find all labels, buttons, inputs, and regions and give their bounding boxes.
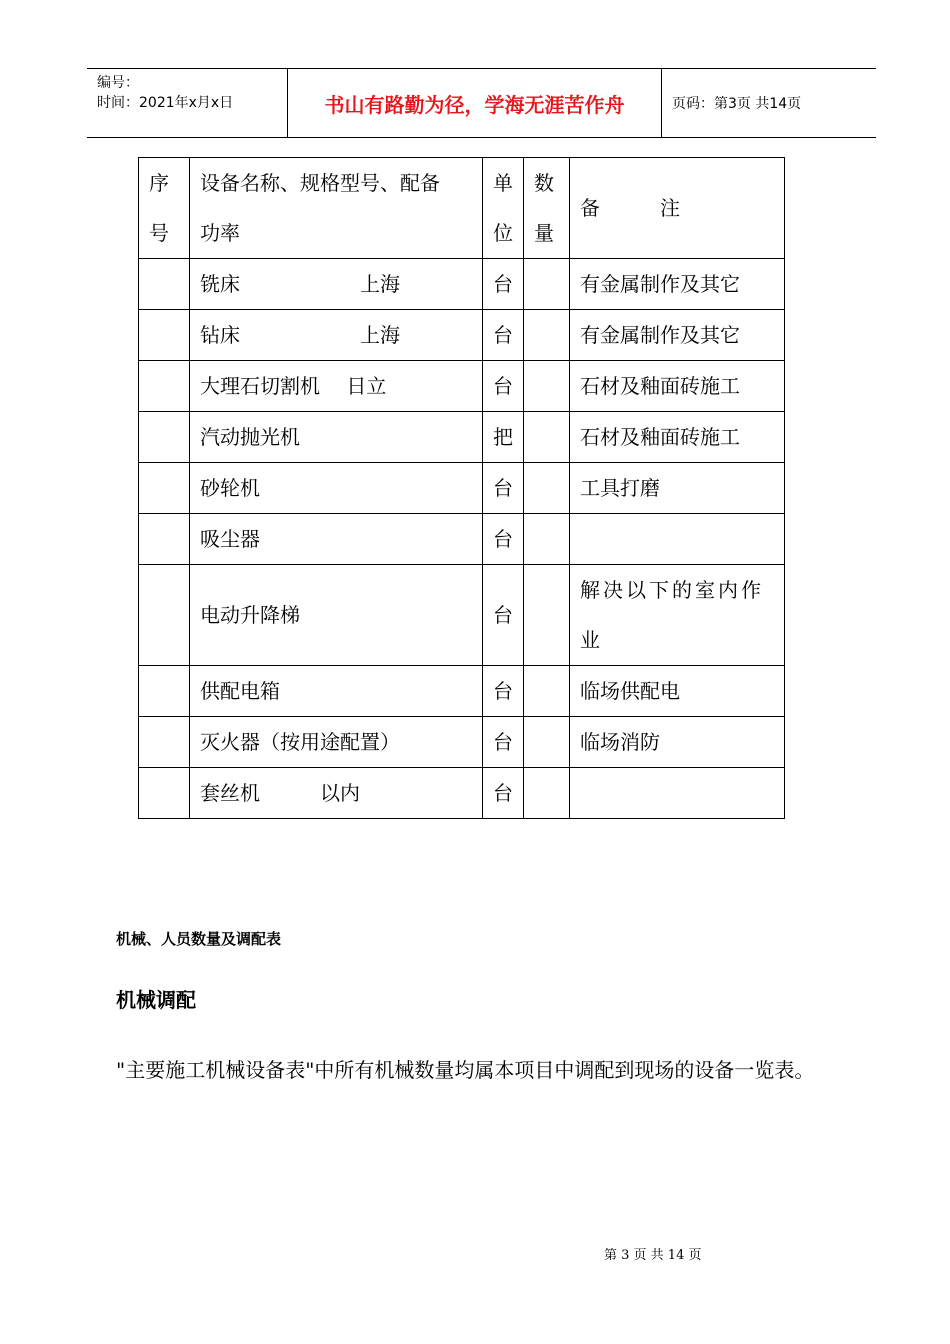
cell-no: [139, 412, 190, 463]
table-row: [139, 361, 785, 412]
header-page-info: 页码：第3页 共14页: [672, 96, 802, 112]
cell-name: 大理石切割机 日立: [190, 361, 483, 412]
cell-no: [139, 565, 190, 666]
table-row: [139, 259, 785, 310]
cell-unit: 台: [483, 310, 524, 361]
cell-unit: 台: [483, 565, 524, 666]
cell-qty: [524, 565, 570, 666]
cell-remark: 有金属制作及其它: [570, 310, 785, 361]
cell-name: 吸尘器: [190, 514, 483, 565]
cell-name: 灭火器（按用途配置）: [190, 717, 483, 768]
cell-no: [139, 259, 190, 310]
header-cell-no: 序 号: [139, 158, 190, 259]
cell-unit: 把: [483, 412, 524, 463]
cell-unit: 台: [483, 259, 524, 310]
cell-remark: 石材及釉面砖施工: [570, 361, 785, 412]
cell-qty: [524, 463, 570, 514]
cell-remark: 有金属制作及其它: [570, 259, 785, 310]
header-divider-right: [661, 69, 662, 137]
header-cell-qty: 数 量: [524, 158, 570, 259]
cell-remark: 解决以下的室内作业: [570, 565, 785, 666]
cell-remark: [570, 514, 785, 565]
table-row: [139, 768, 785, 819]
cell-unit: 台: [483, 717, 524, 768]
section-heading: 机械调配: [116, 988, 196, 1012]
cell-remark: 临场消防: [570, 717, 785, 768]
table-row: [139, 717, 785, 768]
cell-remark: 临场供配电: [570, 666, 785, 717]
cell-unit: 台: [483, 514, 524, 565]
header-number-label: 编号：: [97, 75, 139, 91]
cell-no: [139, 768, 190, 819]
cell-no: [139, 514, 190, 565]
cell-name: 铣床 上海: [190, 259, 483, 310]
cell-no: [139, 310, 190, 361]
header-motto: 书山有路勤为径，学海无涯苦作舟: [324, 92, 625, 117]
cell-name: 电动升降梯: [190, 565, 483, 666]
body-paragraph: "主要施工机械设备表"中所有机械数量均属本项目中调配到现场的设备一览表。: [116, 1058, 815, 1082]
cell-remark: 工具打磨: [570, 463, 785, 514]
page-header: [87, 68, 876, 138]
header-cell-unit: 单 位: [483, 158, 524, 259]
table-row: [139, 514, 785, 565]
table-caption: 机械、人员数量及调配表: [116, 930, 282, 948]
cell-no: [139, 463, 190, 514]
cell-name: 砂轮机: [190, 463, 483, 514]
cell-name: 套丝机 以内: [190, 768, 483, 819]
cell-name: 供配电箱: [190, 666, 483, 717]
cell-unit: 台: [483, 666, 524, 717]
header-cell-name: 设备名称、规格型号、配备 功率: [190, 158, 483, 259]
cell-qty: [524, 259, 570, 310]
equipment-table: [138, 157, 785, 819]
cell-qty: [524, 768, 570, 819]
cell-remark: [570, 768, 785, 819]
cell-qty: [524, 361, 570, 412]
cell-no: [139, 361, 190, 412]
header-time-label: 时间：2021年x月x日: [97, 95, 234, 111]
cell-qty: [524, 666, 570, 717]
cell-no: [139, 666, 190, 717]
cell-name: 汽动抛光机: [190, 412, 483, 463]
header-cell-remark: 备 注: [570, 158, 785, 259]
header-meta: [97, 73, 233, 113]
cell-no: [139, 717, 190, 768]
cell-qty: [524, 514, 570, 565]
cell-name: 钻床 上海: [190, 310, 483, 361]
table-row: [139, 310, 785, 361]
cell-qty: [524, 717, 570, 768]
table-row: [139, 565, 785, 666]
table-row: [139, 666, 785, 717]
cell-qty: [524, 310, 570, 361]
cell-unit: 台: [483, 768, 524, 819]
table-row: [139, 412, 785, 463]
cell-qty: [524, 412, 570, 463]
page-footer: 第 3 页 共 14 页: [604, 1248, 702, 1263]
cell-unit: 台: [483, 361, 524, 412]
table-header-row: [139, 158, 785, 259]
cell-remark: 石材及釉面砖施工: [570, 412, 785, 463]
table-row: [139, 463, 785, 514]
cell-unit: 台: [483, 463, 524, 514]
